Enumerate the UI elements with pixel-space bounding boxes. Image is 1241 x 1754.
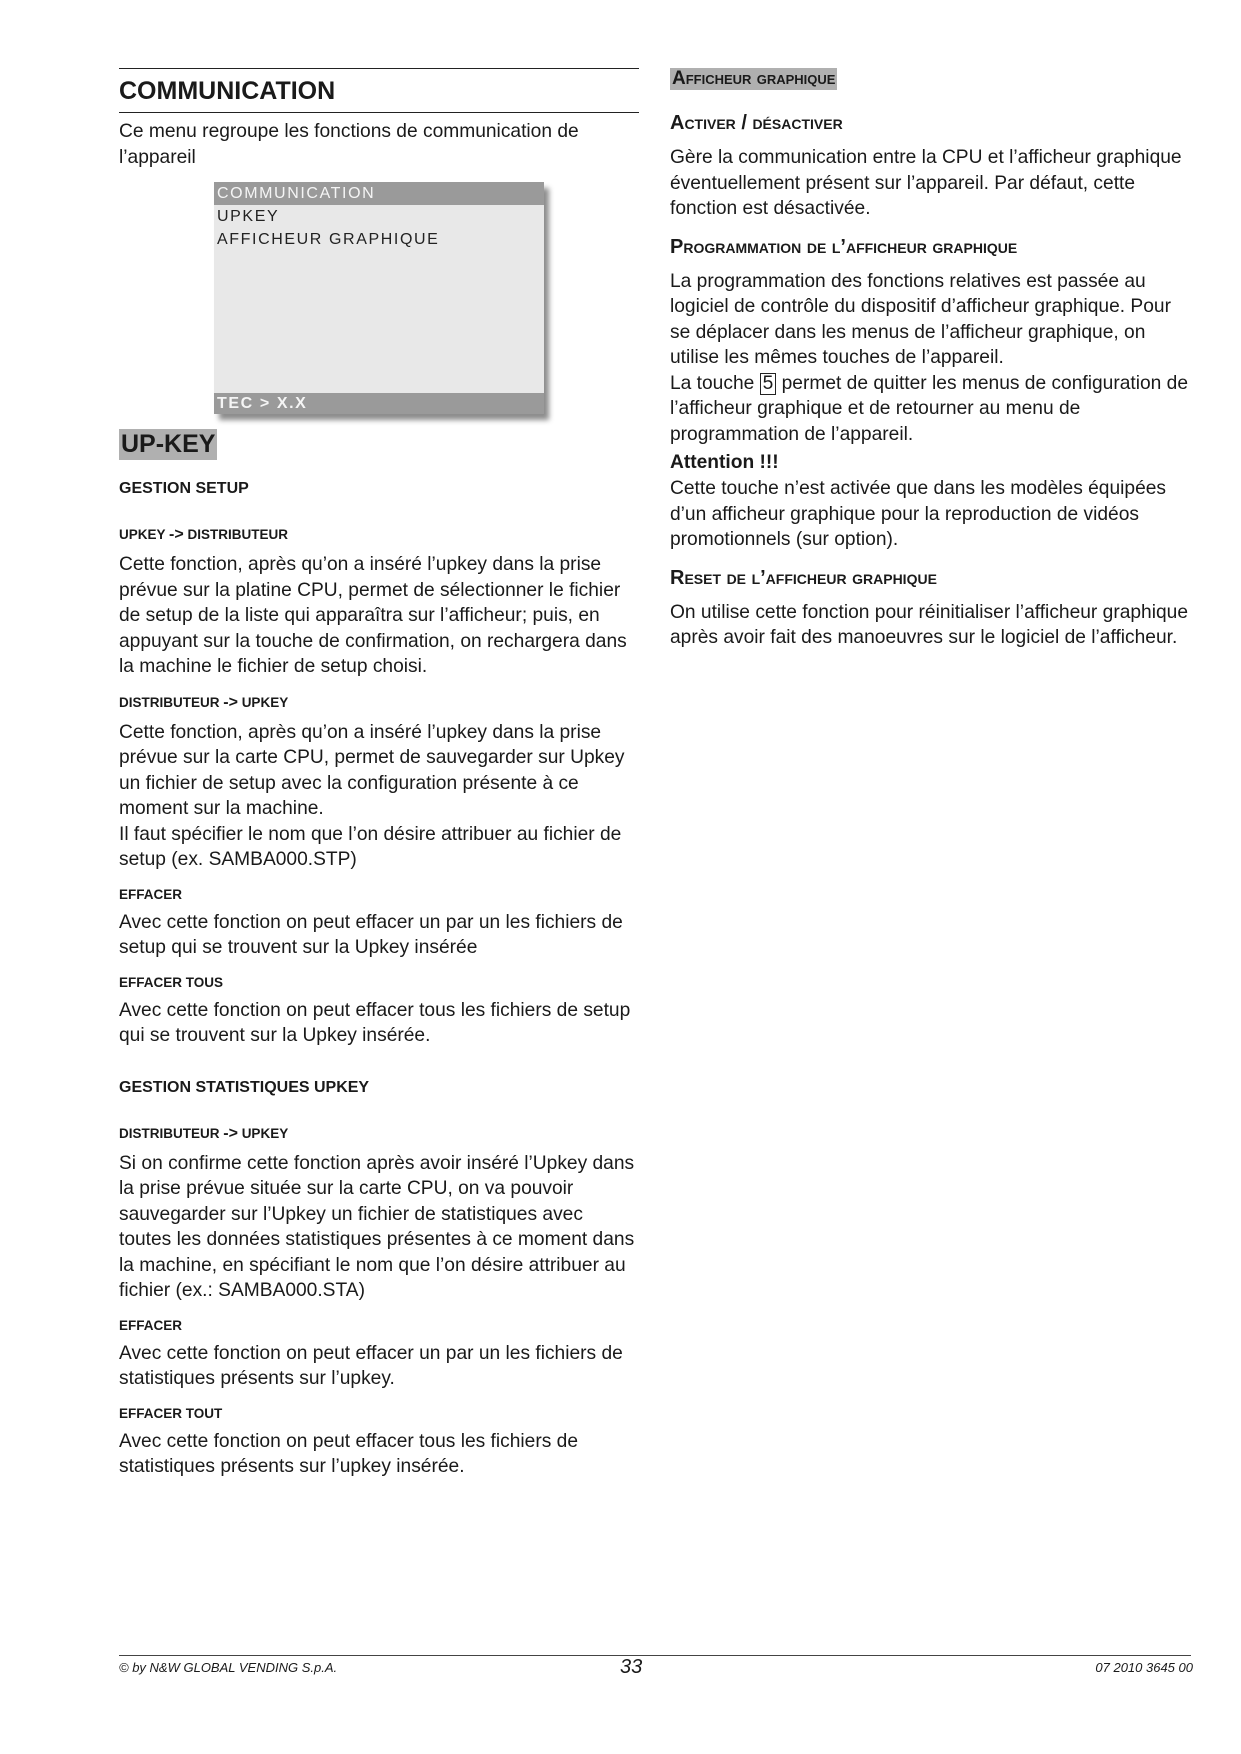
menu-footer: TEC > X.X — [214, 393, 544, 414]
upkey-heading: UP-KEY — [121, 430, 216, 458]
stat-effacer-text: Avec cette fonction on peut effacer un par un les fichiers de statistiques présents sur l’upkey. — [119, 1342, 623, 1389]
reset-heading: Reset de l’afficheur graphique — [670, 566, 937, 589]
footer-copyright: © by N&W GLOBAL VENDING S.p.A. — [119, 1660, 338, 1675]
upkey-distributeur-text: Cette fonction, après qu’on a inséré l’upkey dans la prise prévue sur la platine CPU, permet de sélectionner le fichier de setup de la liste qui apparaîtra sur l’afficheur; puis, en appuyant sur la touche de confirmation, on rechargera dans la machine le fichier de setup choisi. — [119, 554, 627, 677]
right-column — [670, 68, 1190, 651]
stat-distributeur-upkey-heading: DISTRIBUTEUR -> UPKEY — [119, 1124, 289, 1142]
afficheur-heading: Afficheur graphique — [672, 68, 836, 89]
footer-divider — [119, 1655, 1191, 1656]
stat-effacer-tout-text: Avec cette fonction on peut effacer tous les fichiers de statistiques présents sur l’upkey insérée. — [119, 1430, 579, 1477]
programmation-heading: Programmation de l’afficheur graphique — [670, 235, 1018, 258]
effacer-heading: EFFACER — [119, 886, 183, 902]
activer-heading: Activer / désactiver — [670, 112, 843, 134]
stat-effacer-heading: EFFACER — [119, 1317, 183, 1333]
menu-display — [214, 182, 544, 414]
gestion-setup-heading: GESTION SETUP — [119, 480, 249, 497]
stat-effacer-tout-heading: EFFACER TOUT — [119, 1405, 223, 1421]
attention-label: Attention !!! — [670, 452, 779, 473]
gestion-stat-heading: GESTION STATISTIQUES UPKEY — [119, 1078, 370, 1096]
key-5-label: 5 — [760, 373, 777, 395]
attention-text: Cette touche n’est activée que dans les modèles équipées d’un afficheur graphique pour la reproduction de vidéos promotionnels (sur option). — [670, 478, 1166, 550]
distributeur-upkey-heading: DISTRIBUTEUR -> UPKEY — [119, 693, 289, 711]
upkey-distributeur-heading: UPKEY -> DISTRIBUTEUR — [119, 526, 288, 543]
menu-item-afficheur: AFFICHEUR GRAPHIQUE — [217, 231, 440, 248]
intro-text: Ce menu regroupe les fonctions de communication de l’appareil — [119, 121, 579, 168]
programmation-text: La programmation des fonctions relatives est passée au logiciel de contrôle du dispositif d’afficheur graphique. Pour se déplacer dans les menus de l’afficheur graphique, on utilise les mêmes touches de l’appareil. — [670, 270, 1171, 368]
activer-text: Gère la communication entre la CPU et l’afficheur graphique éventuellement présent sur l’appareil. Par défaut, cette fonction est désactivée. — [670, 147, 1182, 219]
page-number: 33 — [620, 1656, 643, 1678]
left-column — [119, 68, 639, 1480]
effacer-text: Avec cette fonction on peut effacer un par un les fichiers de setup qui se trouvent sur la Upkey insérée — [119, 911, 623, 958]
distributeur-upkey-text-2: Il faut spécifier le nom que l’on désire attribuer au fichier de setup (ex. SAMBA000.STP) — [119, 823, 622, 870]
programmation-text-2: La touche 5 permet de quitter les menus de configuration de l’afficheur graphique et de retourner au menu de programmation de l’appareil. — [670, 372, 1189, 445]
document-code: 07 2010 3645 00 — [1095, 1660, 1193, 1675]
stat-distributeur-upkey-text: Si on confirme cette fonction après avoir inséré l’Upkey dans la prise prévue située sur la carte CPU, on va pouvoir sauvegarder sur l’Upkey un fichier de statistiques avec toutes les données statistiques présentes à ce moment dans la machine, en spécifiant le nom que l’on désire attribuer au fichier (ex.: SAMBA000.STA) — [119, 1152, 635, 1301]
menu-item-upkey: UPKEY — [217, 208, 280, 225]
effacer-tous-heading: EFFACER TOUS — [119, 974, 224, 990]
menu-item-communication: COMMUNICATION — [214, 182, 544, 205]
distributeur-upkey-text: Cette fonction, après qu’on a inséré l’upkey dans la prise prévue sur la carte CPU, permet de sauvegarder sur Upkey un fichier de setup avec la configuration présente à ce moment sur la machine. — [119, 721, 625, 819]
effacer-tous-text: Avec cette fonction on peut effacer tous les fichiers de setup qui se trouvent sur la Upkey insérée. — [119, 999, 631, 1046]
communication-heading: COMMUNICATION — [119, 68, 639, 113]
reset-text: On utilise cette fonction pour réinitialiser l’afficheur graphique après avoir fait des manoeuvres sur le logiciel de l’afficheur. — [670, 601, 1188, 648]
